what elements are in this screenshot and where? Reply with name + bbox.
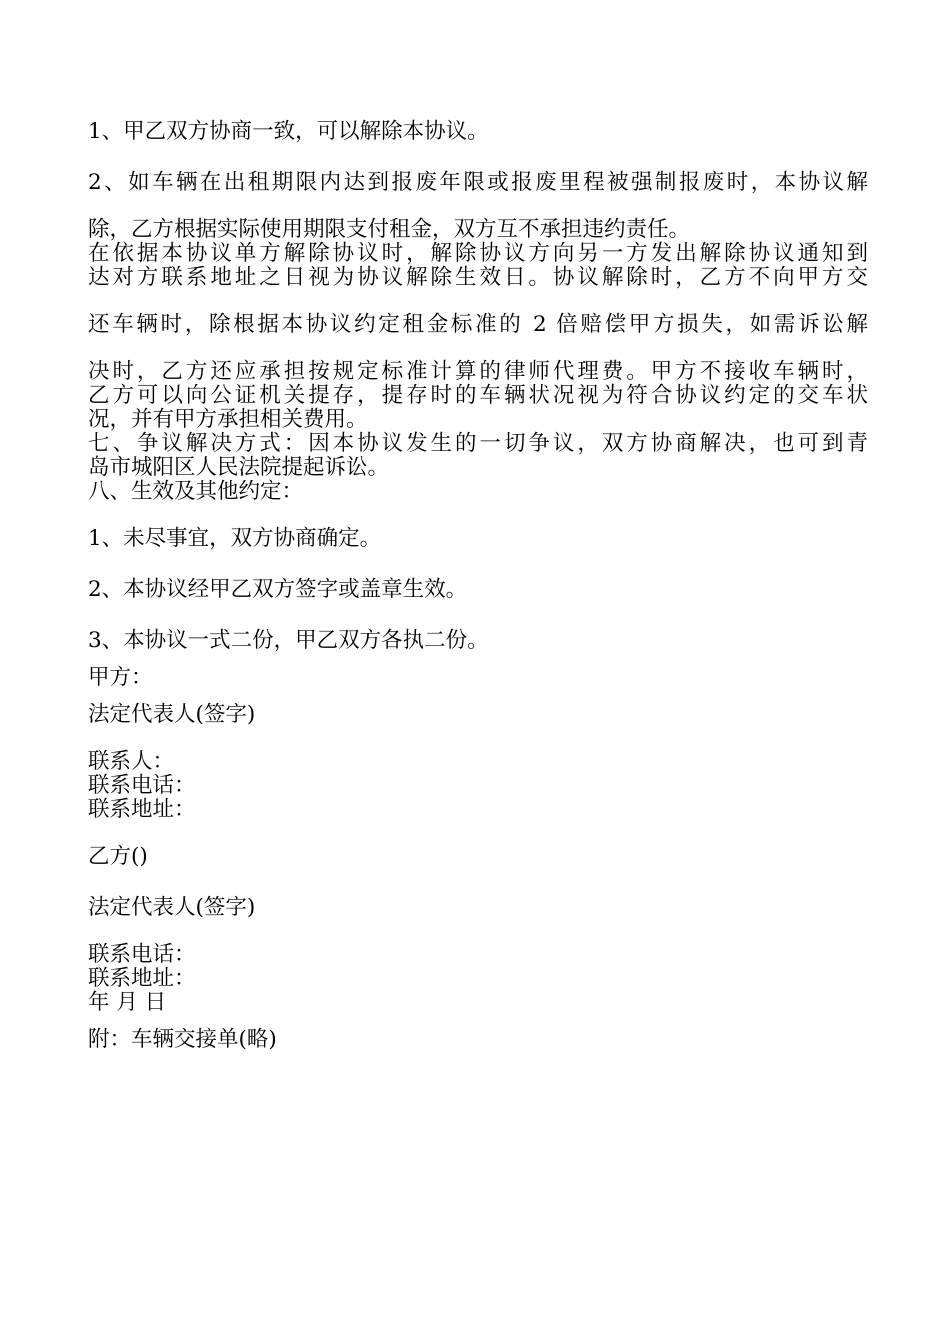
signing-date: 年 月 日	[88, 990, 167, 1015]
party-a-contact-person: 联系人：	[88, 749, 175, 774]
clause-termination-1: 1、甲乙双方协商一致，可以解除本协议。	[88, 119, 489, 144]
section-effect-heading: 八、生效及其他约定：	[88, 479, 304, 504]
party-b-address: 联系地址：	[88, 966, 196, 991]
party-a-address: 联系地址：	[88, 797, 196, 822]
paragraph-unilateral-line-1: 在依据本协议单方解除协议时，解除协议方向另一方发出解除协议通知到	[88, 241, 868, 266]
party-a-legal-representative: 法定代表人(签字)	[88, 702, 256, 727]
paragraph-unilateral-line-4: 决时，乙方还应承担按规定标准计算的律师代理费。甲方不接收车辆时，	[88, 359, 868, 384]
clause-termination-2-line-1: 2、如车辆在出租期限内达到报废年限或报废里程被强制报废时，本协议解	[88, 170, 868, 195]
paragraph-unilateral-line-5: 乙方可以向公证机关提存，提存时的车辆状况视为符合协议约定的交车状	[88, 383, 868, 408]
section-dispute-line-2: 岛市城阳区人民法院提起诉讼。	[88, 455, 390, 480]
clause-effect-1: 1、未尽事宜，双方协商确定。	[88, 526, 382, 551]
section-dispute-line-1: 七、争议解决方式：因本协议发生的一切争议，双方协商解决，也可到青	[88, 431, 868, 456]
party-a-phone: 联系电话：	[88, 773, 196, 798]
clause-effect-2: 2、本协议经甲乙双方签字或盖章生效。	[88, 577, 468, 602]
party-b-phone: 联系电话：	[88, 942, 196, 967]
attachment-note: 附：车辆交接单(略)	[88, 1027, 277, 1052]
paragraph-unilateral-line-3: 还车辆时，除根据本协议约定租金标准的 2 倍赔偿甲方损失，如需诉讼解	[88, 312, 868, 337]
clause-termination-2-line-2: 除，乙方根据实际使用期限支付租金，双方互不承担违约责任。	[88, 217, 691, 242]
party-a-label: 甲方：	[88, 665, 153, 690]
document-page	[88, 118, 868, 1053]
clause-effect-3: 3、本协议一式二份，甲乙双方各执二份。	[88, 628, 489, 653]
paragraph-unilateral-line-6: 况，并有甲方承担相关费用。	[88, 407, 368, 432]
party-b-label: 乙方()	[88, 844, 148, 869]
paragraph-unilateral-line-2: 达对方联系地址之日视为协议解除生效日。协议解除时，乙方不向甲方交	[88, 265, 868, 290]
party-b-legal-representative: 法定代表人(签字)	[88, 895, 256, 920]
